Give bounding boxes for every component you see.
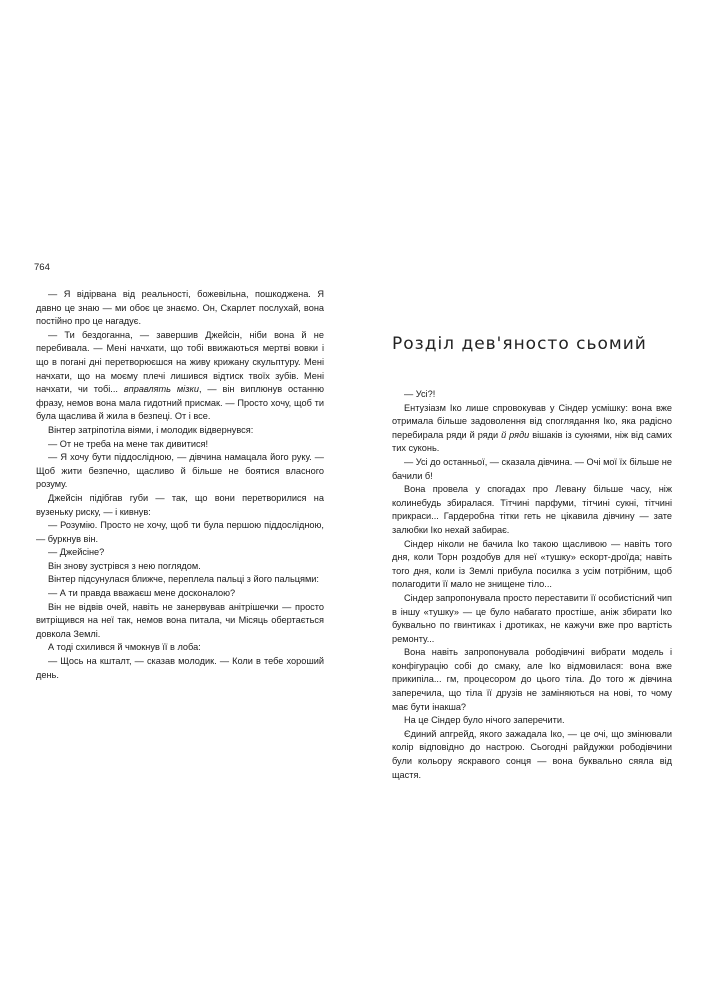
- right-text-column: [392, 388, 672, 782]
- text-run: вішаків із сукнями, ніж від самих тих суконь.: [392, 429, 673, 454]
- paragraph: Джейсін підібгав губи — так, що вони перетворилися на вузеньку риску, — і кивнув:: [36, 492, 324, 517]
- paragraph: Він не відвів очей, навіть не занервував анітрішечки — просто витріщився на неї так, немов вона питала, чи Місяць обертається довкола Землі.: [36, 601, 324, 639]
- left-text-column: [36, 288, 324, 682]
- paragraph: Вінтер затріпотіла віями, і молодик відвернувся:: [48, 424, 254, 435]
- text-run: , — він виплюнув останню фразу, немов вона мала гидотний присмак. — Просто хочу, щоб ти була щаслива й жила в безпеці. От і все.: [36, 384, 324, 422]
- paragraph: Вінтер підсунулася ближче, переплела пальці з його пальцями:: [48, 574, 319, 585]
- paragraph: — Усі до останньої, — сказала дівчина. — Очі мої їх більше не бачили б!: [392, 456, 672, 481]
- paragraph: Сіндер ніколи не бачила Іко такою щасливою — навіть того дня, коли Торн роздобув для неї «тушку» ескорт-дроїда; навіть того дня, коли із Землі прибула посилка з усім потрібним, щоб полагодити її мало не знищене тіло...: [392, 538, 672, 590]
- paragraph: — А ти правда вважаєш мене досконалою?: [48, 588, 236, 599]
- paragraph: Вона навіть запропонувала рободівчині вибрати модель і конфігурацію собі до смаку, але Іко відмовилася: вона вже прикипіла... гм, процесором до цього тіла. До того ж дівчина заперечила, що тіла її друзів не заміняються на нові, то чому має бути інакша?: [392, 647, 672, 712]
- paragraph: — Розумію. Просто не хочу, щоб ти була першою піддослідною, — буркнув він.: [36, 520, 324, 544]
- paragraph: — Я відірвана від реальності, божевільна, пошкоджена. Я давно це знаю — ми обоє це знаємо. Он, Скарлет послухай, вона постійно про це нагадує.: [36, 289, 324, 327]
- paragraph: Він знову зустрівся з нею поглядом.: [48, 560, 201, 571]
- paragraph: — Джейсіне?: [48, 547, 105, 558]
- paragraph: — Щось на кшталт, — сказав молодик. — Коли в тебе хороший день.: [36, 656, 324, 680]
- text-run: Ентузіазм Іко лише спровокував у Сіндер усмішку: вона вже отримала більше задоволення від споглядання Іко, яка радісно перебирала ряди й ряди: [392, 402, 672, 440]
- paragraph: [36, 329, 324, 424]
- paragraph: — Усі?!: [404, 389, 436, 399]
- paragraph: Вона провела у спогадах про Левану більше часу, ніж колинебудь збиралася. Тітчині парфуми, тітчині сукні, тітчині прикраси... Гардеробна тітки геть не цікавила дівчину — зате залюбки Іко нехай забирає.: [392, 484, 672, 535]
- text-run: — Ти бездоганна, — завершив Джейсін, ніби вона й не перебивала. — Мені начхати, що тобі ввижаються мертві вовки і що в погані дні перетворюєшся на живу крижану скульптуру. Мені начхати, що на моєму плечі лишився відтиск твоїх зубів. Мені начхати, чи тобі...: [36, 329, 324, 395]
- chapter-title: Розділ дев'яносто сьомий: [392, 334, 647, 354]
- paragraph: Сіндер запропонувала просто переставити її особистісний чип в іншу «тушку» — це було набагато простіше, аніж збирати Іко буквально по гвинтиках і дротиках, не кажучи вже про вартість ремонту...: [392, 592, 672, 644]
- paragraph: На це Сіндер було нічого заперечити.: [404, 715, 565, 726]
- italic-text: вправлять мізки: [123, 384, 199, 395]
- italic-text: й ряди: [501, 429, 530, 440]
- page-number: 764: [34, 262, 50, 273]
- paragraph: [392, 402, 672, 456]
- paragraph: А тоді схилився й чмокнув її в лоба:: [48, 642, 201, 653]
- paragraph: — Я хочу бути піддослідною, — дівчина намацала його руку. — Щоб жити безпечно, щасливо й більше не боятися власного розуму.: [36, 452, 324, 490]
- paragraph: Єдиний апгрейд, якого зажадала Іко, — це очі, що змінювали колір відповідно до настрою. Сьогодні райдужки рободівчини були кольору яскравого сонця — вона буквально сяяла від щастя.: [392, 728, 672, 780]
- paragraph: — От не треба на мене так дивитися!: [48, 438, 209, 449]
